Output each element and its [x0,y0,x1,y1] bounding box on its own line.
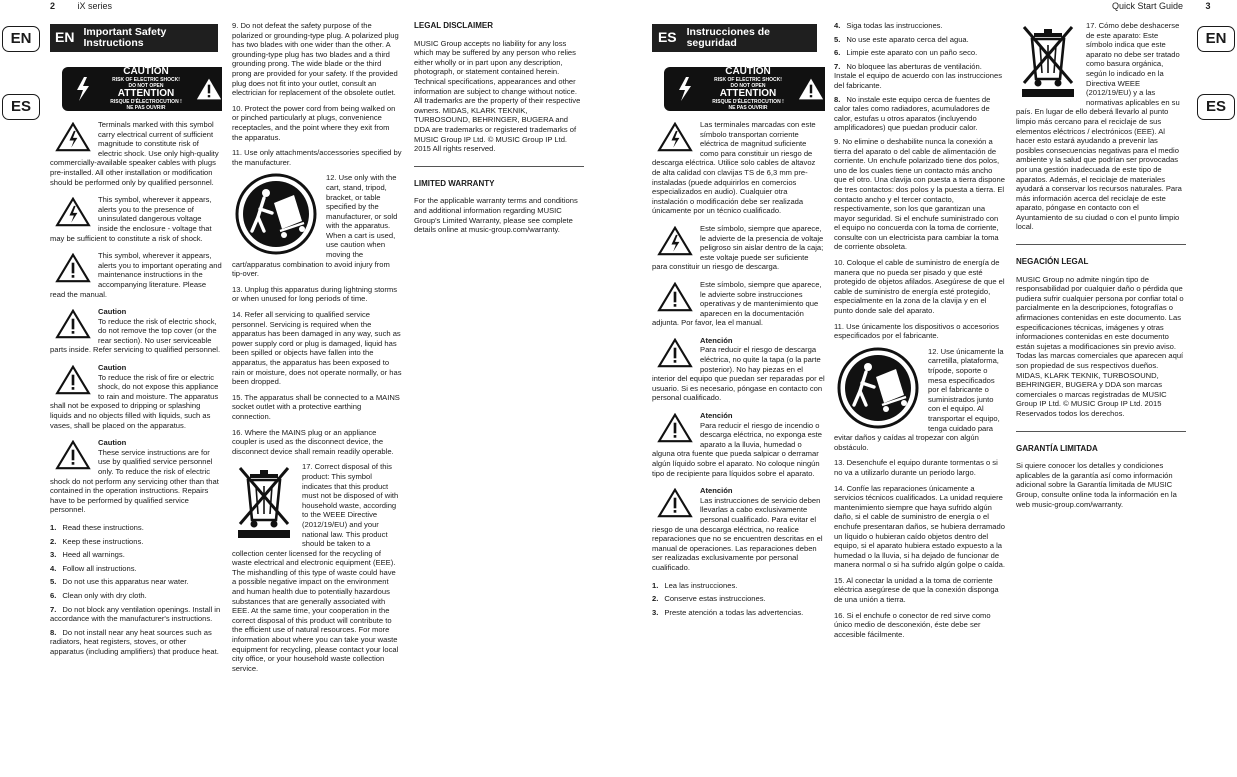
item-text: Do not use this apparatus near water. [62,577,189,587]
item-text: Heed all warnings. [62,550,125,560]
guide-title: Quick Start Guide [1112,1,1184,11]
exclamation-triangle-icon [656,282,694,312]
es-column-2 [834,21,1006,777]
item-number: 4. [50,563,57,573]
caution-note [50,363,222,430]
ne-pas-text: NE PAS OUVRIR [126,105,166,111]
item-number: 5. [50,577,57,587]
item-text: No use este aparato cerca del agua. [846,34,969,44]
symbol-text: Este símbolo, siempre que aparece, le advierte de la presencia de voltaje peligroso sin aislar dentro de la caja; este voltaje puede ser suficiente para constituir un riesgo de descarga. [652,223,824,272]
instruction-10: 10. Coloque el cable de suministro de energía de manera que no pueda ser pisado y que esté protegido de objetos afilados. Asegúrese de que el cable de suministro de energía esté protegido, especialmente en la zona de la clavija y en el punto donde sale del aparato. [834,258,1005,316]
symbol-note [652,224,825,272]
lightning-icon [70,76,96,102]
item-text: Do not block any ventilation openings. Install in accordance with the manufacturer's instructions. [50,604,221,624]
list-item [652,581,825,591]
instruction-9: 9. No elimine o deshabilite nunca la conexión a tierra del aparato o del cable de alimentación de corriente. Un enchufe polarizado tiene dos polos, uno de los cuales tiene un contacto más ancho que el otro. Una clavija con puesta a tierra dispone de tres contactos: dos polos y la puesta a tierra. El contacto ancho y el tercer contacto, respectivamente, son los que garantizan una mayor seguridad. Si el enchufe suministrado con el equipo no concuerda con la toma de corriente, consulte con un electricista para cambiar la toma de corriente obsoleta. [834,136,1005,252]
item-number: 5. [834,34,841,44]
warning-icon [196,76,222,102]
list-item [50,537,222,547]
legal-disclaimer-heading: NEGACIÓN LEGAL [1016,257,1089,267]
instruction-17: 17. Cómo debe deshacerse de este aparato: Este símbolo indica que este aparato no debe ser tratado como basura orgánica, según lo indicado en la Directiva WEEE (2012/19/EU) y a las normativas aplicables en su país. En lugar de ello deberá llevarlo al punto limpio más cercano para el reciclaje de sus elementos eléctricos / electrónicos (EEE). Al hacer esto estará ayudando a prevenir las posibles consecuencias negativas para el medio ambiente y la salud que podrían ser provocadas por una gestión inadecuada de este tipo de aparatos. Además, el reciclaje de materiales ayudará a conservar los recursos naturales. Para más información acerca del reciclaje de este aparato, póngase en contacto con el Ayuntamiento de su ciudad o con el punto limpio local. [1016,21,1182,232]
es-column-1 [652,58,825,777]
page-number-left: 2 [50,1,56,11]
item-number: 7. [50,604,57,614]
instruction-9: 9. Do not defeat the safety purpose of the polarized or grounding-type plug. A polarized plug has two blades with one wider than the other. A grounding-type plug has two blades and a third grounding prong. The wide blade or the third prong are provided for your safety. If the provided plug does not fit into your outlet, consult an electrician for replacement of the obsolete outlet. [232,21,399,98]
series-name: iX series [77,1,113,11]
caution-title: Caution [98,307,127,317]
item-text: Follow all instructions. [62,563,137,573]
caution-word: CAUTION [725,66,771,77]
list-item [50,577,222,587]
ne-pas-text: NE PAS OUVRIR [728,105,768,111]
exclamation-triangle-icon [54,365,92,395]
symbol-note [652,120,825,216]
symbol-note [50,195,222,243]
item-number: 4. [834,21,841,30]
en-column-2 [232,21,402,777]
symbol-note [50,120,222,187]
item-text: Conserve estas instrucciones. [664,594,766,604]
item-text: Limpie este aparato con un paño seco. [846,48,978,58]
banner-title-es: Instrucciones de seguridad [686,26,771,49]
list-item [652,594,825,604]
lightning-icon [672,76,698,102]
caution-note [50,307,222,355]
item-text: Do not install near any heat sources such as radiators, heat registers, stoves, or other apparatus (including amplifiers) that produce heat. [50,627,219,656]
caution-title: Caution [98,438,127,448]
divider [414,166,584,167]
caution-title: Atención [700,335,733,345]
list-item [834,62,1006,91]
risk-text: RISK OF ELECTRIC SHOCK! [112,77,180,83]
item-number: 2. [50,536,57,546]
divider [1016,244,1186,245]
instruction-10: 10. Protect the power cord from being walked on or pinched particularly at plugs, convenience receptacles, and the point where they exit from the apparatus. [232,103,396,142]
page-number-right: 3 [1205,1,1211,11]
limited-warranty-heading: GARANTÍA LIMITADA [1016,443,1098,453]
risk-text: RISK OF ELECTRIC SHOCK! [714,77,782,83]
es-column-3 [1016,21,1186,777]
symbol-text: This symbol, wherever it appears, alerts you to important operating and maintenance instructions in the accompanying literature. Please read the manual. [50,251,222,299]
list-item [834,95,1006,133]
list-item [50,523,222,533]
caution-word: CAUTION [123,66,169,77]
list-item [50,591,222,601]
item-number: 2. [652,594,659,604]
lightning-triangle-icon [54,197,92,227]
item-number: 8. [834,94,841,104]
item-text: Preste atención a todas las advertencias. [664,607,804,617]
banner-title-en: Important Safety Instructions [83,26,167,49]
lang-tab-es-left[interactable]: ES [2,94,40,120]
legal-disclaimer-heading: LEGAL DISCLAIMER [414,21,493,30]
caution-note [652,411,825,478]
list-item [834,35,1006,45]
item-number: 6. [834,48,841,58]
item-number: 7. [834,61,841,71]
symbol-text: Las terminales marcadas con este símbolo transportan corriente eléctrica de magnitud suficiente como para constituir un riesgo de descarga eléctrica. Utilice solo cables de altavoz de alta calidad con clavijas TS de 6,3 mm pre-instaladas (puede adquirirlos en comercios especializados en audio). Cualquier otra instalación o modificación debe ser realizada únicamente por un técnico cualificado. [652,120,816,216]
item-text: Lea las instrucciones. [664,580,738,590]
caution-title: Atención [700,411,733,421]
caution-title: Atención [700,486,733,496]
instruction-list [652,581,825,618]
banner-code-es: ES [657,29,677,46]
item-number: 1. [652,580,659,590]
list-item [834,48,1006,58]
instruction-14: 14. Confíe las reparaciones únicamente a servicios técnicos cualificados. La unidad requiere mantenimiento siempre que haya sufrido algún daño, si el cable de suministro de energía o el enchufe presentaran daños, se hubiera derramado un líquido o hubieran caído objetos dentro del equipo, si el aparato hubiera estado expuesto a la humedad o la lluvia, si ha dejado de funcionar de manera normal o si ha sufrido algún golpe o caída. [834,483,1005,570]
en-column-1 [50,58,222,777]
caution-note [652,336,825,403]
instruction-13: 13. Desenchufe el equipo durante tormentas o si no va a utilizarlo durante un periodo largo. [834,458,998,477]
lang-tab-en-right[interactable]: EN [1197,26,1235,52]
section-banner-es [652,24,817,52]
instruction-14: 14. Refer all servicing to qualified service personnel. Servicing is required when the apparatus has been damaged in any way, such as power supply cord or plug is damaged, liquid has been spilled or objects have fallen into the apparatus, the apparatus has been exposed to rain or moisture, does not operate normally, or has been dropped. [232,310,402,387]
cart-tip-over-icon [834,347,922,429]
symbol-text: Terminals marked with this symbol carry electrical current of sufficient magnitude to constitute risk of electric shock. Use only high-quality commercially-available speaker cables with plugs pre-installed. All other installation or modification should be performed only by qualified personnel. [50,120,219,187]
banner-code-en: EN [55,29,75,46]
item-number: 8. [50,627,57,637]
limited-warranty-text: Si quiere conocer los detalles y condiciones aplicables de la garantía así como información adicional sobre la Garantía limitada de MUSIC Group, consulte online toda la información en la web music-group.com/warranty. [1016,461,1177,509]
symbol-text: Este símbolo, siempre que aparece, le advierte sobre instrucciones operativas y de mantenimiento que aparecen en la documentación adjunta. Por favor, lea el manual. [652,279,822,328]
instruction-15: 15. The apparatus shall be connected to a MAINS socket outlet with a protective earthing connection. [232,392,400,421]
exclamation-triangle-icon [54,309,92,339]
risque-text: RISQUE D'ÉLECTROCUTION ! [712,99,784,105]
caution-text: To reduce the risk of fire or electric shock, do not expose this appliance to rain and moisture. The apparatus shall not be exposed to dripping or splashing liquids and no objects filled with liquids, such as vases, shall be placed on the apparatus. [50,372,219,430]
instruction-12: 12. Use únicamente la carretilla, plataforma, trípode, soporte o mesa especificados por el fabricante o suministrados junto con el equipo. Al transportar el equipo, tenga cuidado para evitar daños y caídas al tropezar con algún obstáculo. [834,346,1004,452]
page-header-right [1112,0,1211,12]
item-number: 1. [50,522,57,532]
instruction-12: 12. Use only with the cart, stand, tripod, bracket, or table specified by the manufacturer, or sold with the apparatus. When a cart is used, use caution when moving the cart/apparatus combination to avoid injury from tip-over. [232,173,398,279]
caution-label-image [664,67,825,111]
exclamation-triangle-icon [656,338,694,368]
caution-text: Las instrucciones de servicio deben llevarlas a cabo exclusivamente personal cualificado. Para evitar el riesgo de una descarga eléctrica, no realice reparaciones que no se encuentren descritas en el manual de operaciones. Las reparaciones deben ser realizadas exclusivamente por personal cualificado. [652,495,823,572]
item-number: 3. [652,607,659,617]
weee-crossed-bin-icon [232,462,296,540]
item-number: 3. [50,550,57,560]
caution-label-image [62,67,222,111]
en-column-3 [414,21,584,351]
item-text: Keep these instructions. [62,536,144,546]
item-text: Read these instructions. [62,522,144,532]
list-item [652,608,825,618]
instruction-list [50,523,222,657]
item-number: 6. [50,590,57,600]
exclamation-triangle-icon [656,488,694,518]
item-text: No bloquee las aberturas de ventilación. Instale el equipo de acuerdo con las instrucciones del fabricante. [834,61,1003,90]
caution-text: These service instructions are for use by qualified service personnel only. To reduce the risk of electric shock do not perform any servicing other than that contained in the operation instructions. Repairs have to be performed by qualified service personnel. [50,447,219,515]
instruction-13: 13. Unplug this apparatus during lightning storms or when unused for long periods of time. [232,284,398,304]
lightning-triangle-icon [656,122,694,152]
exclamation-triangle-icon [54,253,92,283]
list-item [834,21,1006,31]
list-item [50,605,222,624]
instruction-16: 16. Where the MAINS plug or an appliance coupler is used as the disconnect device, the disconnect device shall remain readily operable. [232,427,394,456]
lang-tab-es-right[interactable]: ES [1197,94,1235,120]
caution-text: To reduce the risk of electric shock, do not remove the top cover (or the rear section). No user serviceable parts inside. Refer servicing to qualified personnel. [50,316,221,355]
exclamation-triangle-icon [54,440,92,470]
attention-word: ATTENTION [117,88,175,99]
instruction-15: 15. Al conectar la unidad a la toma de corriente eléctrica asegúrese de que la conexión disponga de una unión a tierra. [834,575,999,605]
caution-title: Caution [98,363,127,373]
weee-crossed-bin-icon [1016,21,1080,99]
instruction-11: 11. Use only attachments/accessories specified by the manufacturer. [232,148,402,167]
cart-tip-over-icon [232,173,320,255]
lightning-triangle-icon [54,122,92,152]
caution-note [50,438,222,515]
attention-word: ATTENTION [719,88,777,99]
item-text: Siga todas las instrucciones. [846,21,943,30]
list-item [50,564,222,574]
limited-warranty-text: For the applicable warranty terms and conditions and additional information regarding MUSIC Group's Limited Warranty, please see complete details online at music-group.com/warranty. [414,196,578,235]
instruction-16: 16. Si el enchufe o conector de red sirve como único medio de desconexión, éste debe ser accesible fácilmente. [834,610,991,639]
symbol-note [50,251,222,299]
risque-text: RISQUE D'ÉLECTROCUTION ! [110,99,182,105]
lightning-triangle-icon [656,226,694,256]
item-text: No instale este equipo cerca de fuentes de calor tales como radiadores, acumuladores de calor, estufas u otros aparatos (incluyendo amplificadores) que puedan producir calor. [834,94,991,133]
legal-disclaimer-text: MUSIC Group no admite ningún tipo de responsabilidad por cualquier daño o pérdida que pudiera sufrir cualquier persona por confiar total o parcialmente en la descripciones, fotografías o afirmaciones contenidas en este documento. Las especificaciones técnicas, imágenes y otras informaciones contenidas en este documento están sujetas a modificaciones sin previo aviso. Todas las marcas comerciales que aparecen aquí son propiedad de sus respectivos dueños. MIDAS, KLARK TEKNIK, TURBOSOUND, BEHRINGER, BUGERA y DDA son marcas comerciales o marcas registradas de MUSIC Group IP Ltd. © MUSIC Group IP Ltd. 2015 Reservados todos los derechos. [1016,274,1184,418]
caution-note [652,486,825,572]
limited-warranty-heading: LIMITED WARRANTY [414,178,495,188]
instruction-list [834,21,1006,133]
warning-icon [798,76,824,102]
instruction-11: 11. Use únicamente los dispositivos o accesorios especificados por el fabricante. [834,321,999,341]
lang-tab-en-left[interactable]: EN [2,26,40,52]
exclamation-triangle-icon [656,413,694,443]
legal-disclaimer-text: MUSIC Group accepts no liability for any loss which may be suffered by any person who relies either wholly or in part upon any description, photograph, or statement contained herein. Technical specifications, appearances and other information are subject to change without notice. All trademarks are the property of their respective owners. MIDAS, KLARK TEKNIK, TURBOSOUND, BEHRINGER, BUGERA and DDA are trademarks or registered trademarks of MUSIC Group IP Ltd. © MUSIC Group IP Ltd. 2015 All rights reserved. [414,38,581,154]
instruction-17: 17. Correct disposal of this product: This symbol indicates that this product must not be disposed of with household waste, according to the WEEE Directive (2012/19/EU) and your national law. This product should be taken to a collection center licensed for the recycling of waste electrical and electronic equipment (EEE). The mishandling of this type of waste could have a possible negative impact on the environment and human health due to potentially hazardous substances that are generally associated with EEE. At the same time, your cooperation in the correct disposal of this product will contribute to the efficient use of natural resources. For more information about where you can take your waste equipment for recycling, please contact your local city office, or your household waste collection service. [232,462,399,673]
caution-text: Para reducir el riesgo de incendio o descarga eléctrica, no exponga este aparato a la lluvia, humedad o alguna otra fuente que pueda salpicar o derramar algún líquido sobre el aparato. No coloque ningún tipo de recipiente para líquidos sobre el aparato. [652,420,823,478]
symbol-note [652,280,825,328]
item-text: Clean only with dry cloth. [62,590,147,600]
list-item [50,628,222,657]
dont-open-text: DO NOT OPEN [128,83,164,89]
list-item [50,550,222,560]
symbol-text: This symbol, wherever it appears, alerts you to the presence of uninsulated dangerous voltage inside the enclosure - voltage that may be sufficient to constitute a risk of shock. [50,195,212,243]
dont-open-text: DO NOT OPEN [730,83,766,89]
caution-text: Para reducir el riesgo de descarga eléctrica, no quite la tapa (o la parte posterior). No hay piezas en el interior del equipo que puedan ser reparadas por el usuario. Si es necesario, póngase en contacto con personal cualificado. [652,345,825,403]
divider [1016,431,1186,432]
page-header-left [50,0,112,12]
section-banner-en [50,24,218,52]
